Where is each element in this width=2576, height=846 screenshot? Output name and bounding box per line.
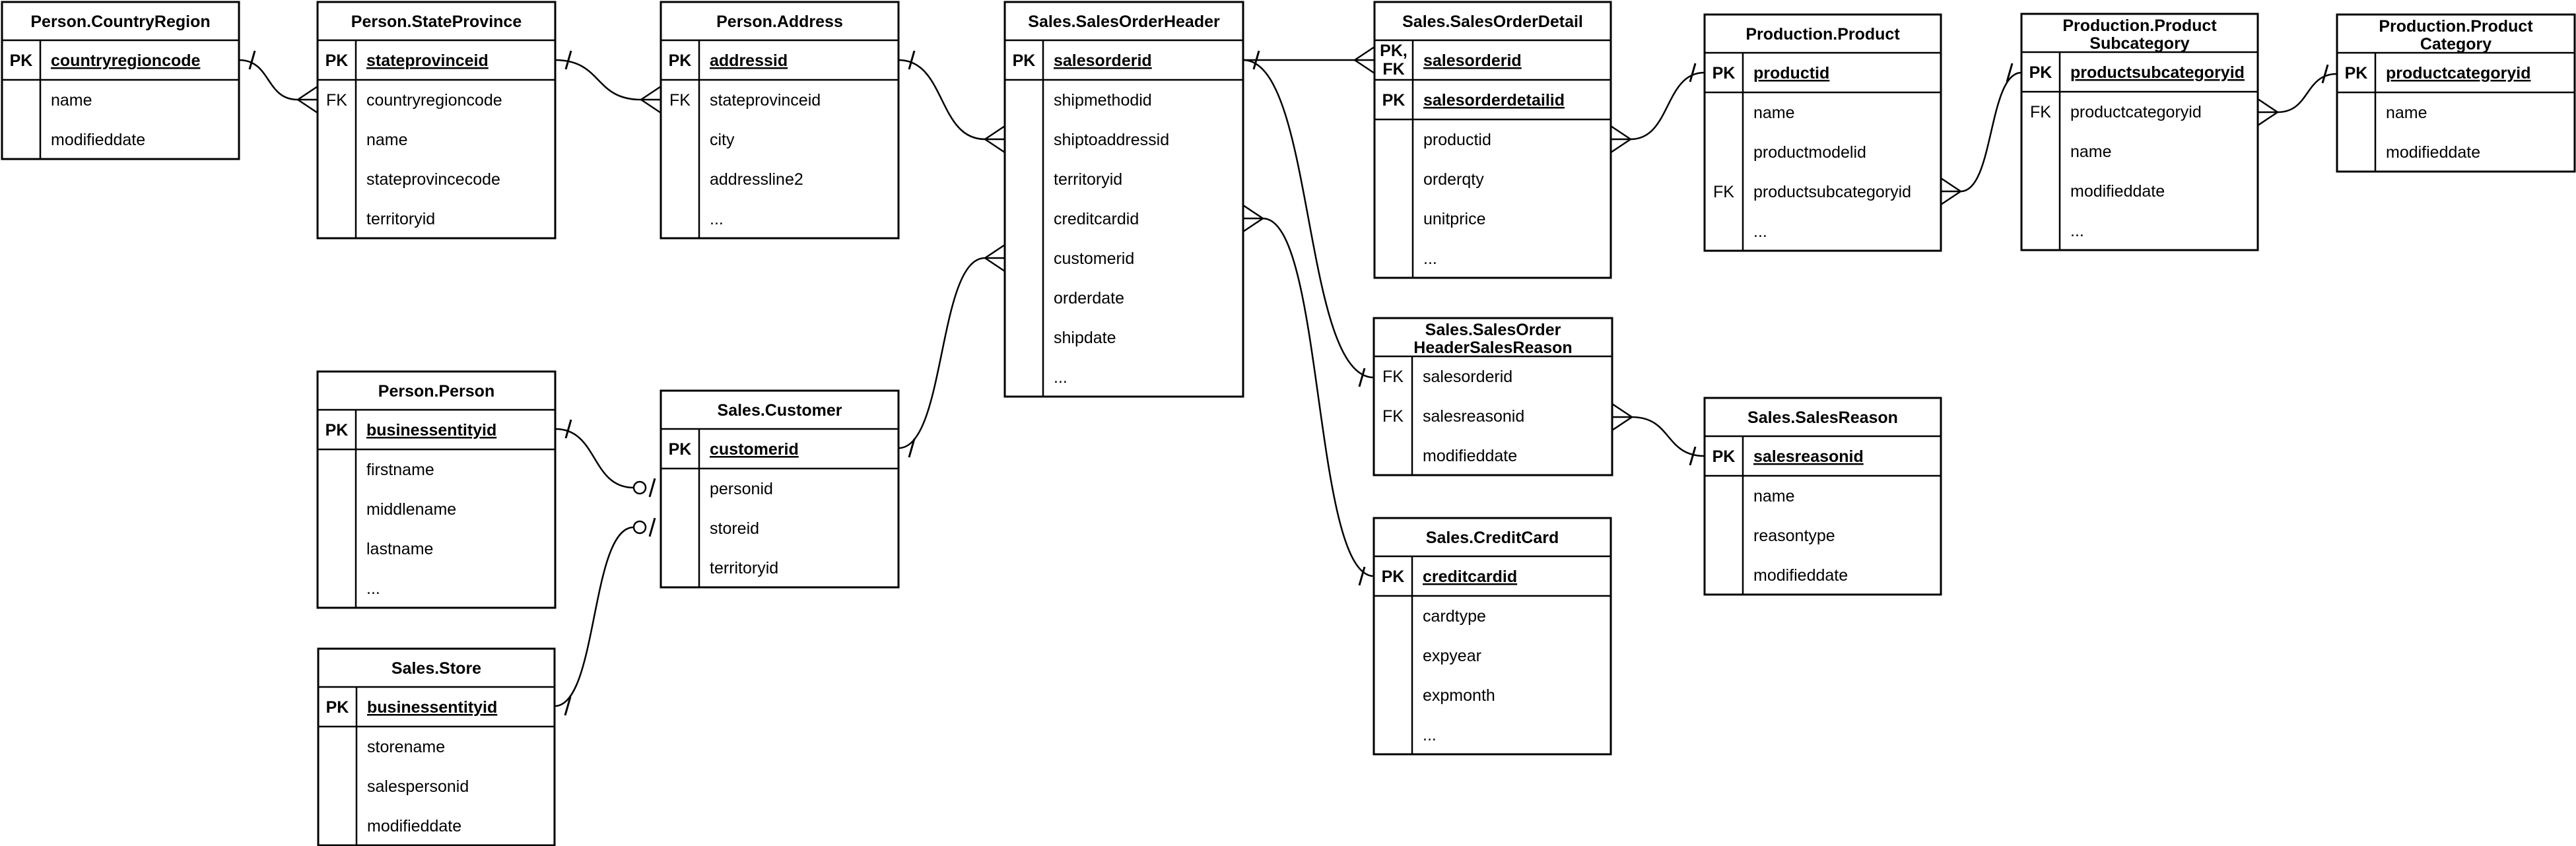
key-column-name: salesorderid — [1054, 51, 1152, 70]
relationship-line[interactable] — [555, 60, 641, 100]
relationship-salesorderheader-headersalesreason[interactable] — [1243, 60, 1374, 387]
entity-table-person[interactable] — [318, 372, 555, 608]
relationship-line[interactable] — [555, 429, 634, 488]
column-name: modifieddate — [1753, 566, 1848, 585]
column-name: storename — [367, 738, 446, 756]
fk-flag: FK — [1382, 407, 1404, 426]
entity-table-stateprovince[interactable] — [318, 2, 555, 238]
column-name: productid — [1423, 131, 1491, 149]
column-name: stateprovinceid — [710, 91, 821, 110]
key-flag: PK — [1712, 64, 1736, 82]
crow-foot-marker — [1612, 404, 1632, 417]
table-title: Sales.Customer — [717, 401, 842, 420]
column-name: ... — [366, 579, 380, 598]
column-name: name — [366, 131, 408, 149]
one-tick-marker — [566, 51, 571, 69]
key-flag: PK — [1712, 447, 1736, 466]
column-name: territoryid — [1054, 170, 1123, 189]
crow-foot-marker — [1611, 139, 1631, 152]
one-tick-marker — [2322, 65, 2328, 83]
table-title: Production.Product — [2379, 17, 2533, 36]
column-name: modifieddate — [2070, 182, 2165, 201]
relationship-customer-salesorderheader[interactable] — [898, 245, 1005, 457]
relationship-person-customer[interactable] — [555, 420, 655, 497]
column-name: territoryid — [366, 210, 436, 228]
table-frame[interactable] — [1374, 518, 1611, 754]
key-column-name: productid — [1753, 64, 1830, 82]
one-tick-marker — [1690, 447, 1695, 465]
relationship-address-salesorderheader[interactable] — [898, 51, 1005, 152]
crow-foot-marker — [298, 86, 318, 100]
column-name: cardtype — [1423, 607, 1486, 626]
column-name: firstname — [366, 461, 434, 479]
column-name: ... — [1054, 368, 1068, 387]
table-title: Sales.Store — [391, 659, 482, 678]
crow-foot-marker — [2258, 99, 2278, 112]
column-name: ... — [2070, 222, 2084, 240]
entity-table-productsubcategory[interactable] — [2021, 14, 2258, 250]
entity-table-product[interactable] — [1705, 15, 1941, 251]
relationship-line[interactable] — [555, 527, 634, 706]
column-name: shiptoaddressid — [1054, 131, 1170, 149]
crow-foot-marker — [641, 100, 661, 113]
column-name: name — [2386, 104, 2427, 122]
one-tick-marker — [909, 51, 914, 69]
key-column-name: businessentityid — [367, 698, 498, 717]
relationship-productsubcategory-productcategory[interactable] — [2258, 65, 2337, 125]
key-flag: PK — [668, 51, 692, 70]
table-title: Sales.SalesOrderHeader — [1028, 13, 1220, 31]
table-title: Person.Person — [378, 382, 495, 401]
table-frame[interactable] — [1705, 398, 1941, 595]
entity-table-salesorderheader[interactable] — [1005, 2, 1243, 397]
column-name: salesreasonid — [1423, 407, 1525, 426]
fk-flag: FK — [2030, 103, 2051, 121]
relationship-product-productsubcategory[interactable] — [1941, 63, 2021, 205]
crow-foot-marker — [298, 100, 318, 113]
column-name: ... — [1753, 222, 1767, 241]
column-name: name — [1753, 487, 1795, 505]
key-flag: PK — [2344, 64, 2368, 82]
column-name: city — [710, 131, 735, 149]
key-column-name: salesreasonid — [1753, 447, 1864, 466]
column-name: name — [1753, 104, 1795, 122]
entity-table-salesorderheadersalesreason[interactable] — [1374, 318, 1612, 475]
table-title: Subcategory — [2089, 34, 2190, 53]
key-flag: PK — [9, 51, 33, 70]
crow-foot-marker — [1611, 126, 1631, 139]
one-tick-marker — [650, 518, 655, 537]
column-name: expmonth — [1423, 686, 1495, 705]
table-frame[interactable] — [1705, 15, 1941, 251]
relationship-countryregion-stateprovince[interactable] — [239, 51, 318, 113]
key-column-name: addressid — [710, 51, 788, 70]
column-name: personid — [710, 480, 773, 498]
entity-table-productcategory[interactable] — [2337, 15, 2575, 172]
one-tick-marker — [650, 478, 655, 497]
table-title: Sales.SalesOrder — [1425, 321, 1561, 339]
crow-foot-marker — [985, 258, 1005, 271]
zero-circle-marker — [634, 482, 646, 494]
column-name: productcategoryid — [2070, 103, 2202, 121]
column-name: customerid — [1054, 249, 1135, 268]
key-flag: FK — [1382, 60, 1405, 79]
key-flag: PK — [325, 698, 349, 717]
column-name: orderdate — [1054, 289, 1125, 308]
key-column-name: productcategoryid — [2386, 64, 2531, 82]
key-flag: PK, — [1380, 42, 1407, 60]
relationship-stateprovince-address[interactable] — [555, 51, 661, 113]
table-title: HeaderSalesReason — [1413, 339, 1573, 357]
column-name: ... — [1423, 249, 1437, 268]
key-column-name: productsubcategoryid — [2070, 63, 2245, 82]
table-title: Person.Address — [716, 13, 843, 31]
crow-foot-marker — [1355, 60, 1374, 73]
fk-flag: FK — [1713, 183, 1734, 201]
column-name: countryregioncode — [366, 91, 502, 110]
entity-table-salesreason[interactable] — [1705, 398, 1941, 595]
crow-foot-marker — [1612, 417, 1632, 430]
column-name: productmodelid — [1753, 143, 1866, 162]
key-flag: PK — [1382, 91, 1406, 110]
column-name: unitprice — [1423, 210, 1486, 228]
one-tick-marker — [1690, 63, 1695, 82]
table-title: Person.StateProvince — [351, 13, 522, 31]
column-name: middlename — [366, 500, 457, 519]
crow-foot-marker — [985, 245, 1005, 258]
column-name: territoryid — [710, 559, 779, 577]
zero-circle-marker — [634, 521, 646, 533]
key-flag: PK — [325, 421, 349, 439]
entity-table-creditcard[interactable] — [1374, 518, 1611, 754]
crow-foot-marker — [1941, 191, 1961, 205]
entity-table-salesorderdetail[interactable] — [1374, 2, 1611, 278]
table-title: Production.Product — [1746, 25, 1900, 44]
column-name: shipmethodid — [1054, 91, 1152, 110]
fk-flag: FK — [326, 91, 347, 110]
fk-flag: FK — [669, 91, 691, 110]
column-name: orderqty — [1423, 170, 1484, 189]
relationship-store-customer[interactable] — [555, 518, 655, 715]
column-name: reasontype — [1753, 527, 1835, 545]
relationship-line[interactable] — [898, 60, 985, 139]
key-column-name: customerid — [710, 440, 799, 459]
key-flag: PK — [325, 51, 349, 70]
relationship-headersalesreason-salesreason[interactable] — [1612, 404, 1705, 465]
table-title: Person.CountryRegion — [30, 13, 211, 31]
table-frame[interactable] — [661, 391, 898, 587]
entity-table-customer[interactable] — [661, 391, 898, 587]
table-title: Sales.CreditCard — [1425, 529, 1559, 547]
column-name: ... — [710, 210, 724, 228]
column-name: modifieddate — [367, 817, 462, 835]
crow-foot-marker — [1941, 178, 1961, 191]
one-tick-marker — [566, 420, 571, 438]
column-name: modifieddate — [51, 131, 146, 149]
key-column-name: salesorderdetailid — [1423, 91, 1565, 110]
relationship-salesorderdetail-product[interactable] — [1611, 63, 1705, 152]
crow-foot-marker — [2258, 112, 2278, 125]
column-name: lastname — [366, 540, 434, 558]
table-title: Production.Product — [2062, 16, 2217, 35]
column-name: shipdate — [1054, 329, 1116, 347]
crow-foot-marker — [1355, 47, 1374, 60]
column-name: name — [2070, 143, 2112, 161]
table-frame[interactable] — [318, 2, 555, 238]
key-flag: PK — [1381, 568, 1405, 586]
column-name: salesorderid — [1423, 368, 1513, 386]
one-tick-marker — [1359, 368, 1365, 387]
crow-foot-marker — [985, 126, 1005, 139]
key-column-name: stateprovinceid — [366, 51, 489, 70]
column-name: storeid — [710, 519, 760, 538]
column-name: modifieddate — [1423, 447, 1518, 465]
column-name: name — [51, 91, 92, 110]
relationship-line[interactable] — [1631, 73, 1705, 139]
one-tick-marker — [250, 51, 255, 69]
column-name: addressline2 — [710, 170, 803, 189]
table-frame[interactable] — [1374, 2, 1611, 278]
relationship-line[interactable] — [239, 60, 298, 100]
relationship-line[interactable] — [1961, 73, 2021, 191]
key-column-name: countryregioncode — [51, 51, 201, 70]
column-name: ... — [1423, 726, 1437, 744]
entity-table-countryregion[interactable] — [2, 2, 239, 159]
key-column-name: creditcardid — [1423, 568, 1518, 586]
table-frame[interactable] — [318, 372, 555, 608]
key-column-name: businessentityid — [366, 421, 497, 439]
table-title: Sales.SalesReason — [1747, 408, 1898, 427]
entity-table-address[interactable] — [661, 2, 898, 238]
key-flag: PK — [1012, 51, 1036, 70]
table-frame[interactable] — [661, 2, 898, 238]
table-title: Sales.SalesOrderDetail — [1402, 13, 1583, 31]
key-flag: PK — [2029, 63, 2052, 82]
column-name: creditcardid — [1054, 210, 1139, 228]
column-name: productsubcategoryid — [1753, 183, 1912, 201]
crow-foot-marker — [985, 139, 1005, 152]
relationship-line[interactable] — [898, 258, 985, 448]
column-name: modifieddate — [2386, 143, 2481, 162]
column-name: salespersonid — [367, 777, 469, 796]
relationship-salesorderheader-creditcard[interactable] — [1243, 205, 1374, 585]
key-flag: PK — [668, 440, 692, 459]
column-name: stateprovincecode — [366, 170, 500, 189]
key-column-name: salesorderid — [1423, 51, 1522, 70]
crow-foot-marker — [1243, 205, 1263, 218]
crow-foot-marker — [1243, 218, 1263, 232]
table-title: Category — [2420, 35, 2492, 53]
relationship-line[interactable] — [2278, 74, 2337, 112]
column-name: expyear — [1423, 647, 1481, 665]
crow-foot-marker — [641, 86, 661, 100]
entity-table-store[interactable] — [318, 649, 555, 845]
fk-flag: FK — [1382, 368, 1404, 386]
